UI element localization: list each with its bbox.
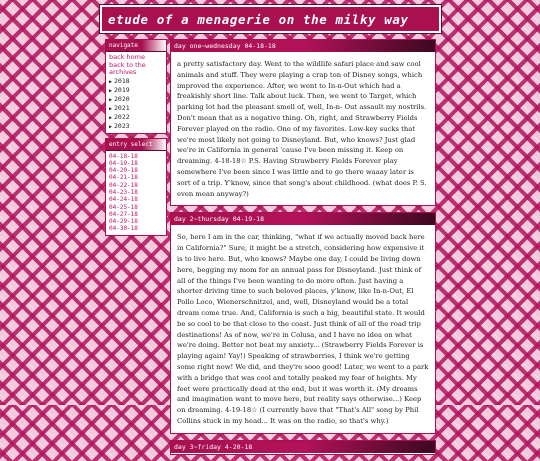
back-to-archives-link[interactable]: back to the archives xyxy=(109,60,146,76)
sidebar xyxy=(105,39,167,240)
triangle-right-icon: ▶ xyxy=(109,78,113,85)
page-container xyxy=(100,5,441,451)
entry-link[interactable]: 04-18-18 xyxy=(109,152,138,160)
triangle-right-icon: ▶ xyxy=(109,105,113,112)
year-label: 2019 xyxy=(114,85,130,94)
post-day-two xyxy=(170,212,436,433)
post-day-three xyxy=(170,440,436,455)
year-label: 2020 xyxy=(114,94,130,103)
entry-link[interactable]: 04-22-18 xyxy=(109,181,138,189)
entry-link[interactable]: 04-19-18 xyxy=(109,159,138,167)
navigate-body xyxy=(106,52,166,133)
site-header xyxy=(100,5,441,33)
main-content xyxy=(170,39,436,461)
entry-select-heading: entry select xyxy=(106,139,166,151)
entry-link[interactable]: 04-23-18 xyxy=(109,188,138,196)
year-toggle-2019[interactable] xyxy=(109,86,163,95)
entry-link[interactable]: 04-30-18 xyxy=(109,225,138,233)
entry-link[interactable]: 04-24-18 xyxy=(109,196,138,204)
navigate-box xyxy=(105,39,167,134)
entry-link[interactable]: 04-21-18 xyxy=(109,174,138,182)
back-home-link[interactable]: back home xyxy=(109,53,145,61)
year-label: 2021 xyxy=(114,103,130,112)
entry-select-body xyxy=(106,151,166,235)
post-header: day 2~thursday 04-19-18 xyxy=(171,213,435,226)
year-toggle-2021[interactable] xyxy=(109,104,163,113)
entry-link[interactable]: 04-20-18 xyxy=(109,167,138,175)
triangle-right-icon: ▶ xyxy=(109,87,113,94)
entry-link[interactable]: 04-25-18 xyxy=(109,203,138,211)
navigate-heading: navigate xyxy=(106,40,166,52)
year-label: 2022 xyxy=(114,112,130,121)
triangle-right-icon: ▶ xyxy=(109,96,113,103)
entry-link[interactable]: 04-29-18 xyxy=(109,218,138,226)
post-body: So, here I am in the car, thinking, "what if we actually moved back here in California?" Sure, it might be a stretch, considering how expensive it is to live here. But, who knows? Maybe one day, I could be living down here, begging my mom for an annual pass for Disneyland. Just think of all of the things I've been wanting to do more often. Just having a shorter driving time to such beloved places, y'know, like In-n-Out, El Pollo Loco, Wienerschnitzel, and, well, Disneyland would be a total dream come true. And, California is such a big, beautiful state. It would be so cool to be that close to the coast. Just think of all of the road trip destinations! As of now, we're in Colusa, and I have no idea on what we're doing. Better not beat my anxiety... (Strawberry Fields Forever is playing again! Yay!) Speaking of strawberries, I think we're getting some right now! We did, and they're sooo good! Later, we went to a park with a bridge that was cool and totally peaked my fear of heights. My feet were practically dead at the end, but it was worth it. (My dreams and imagination want to move here, but reality says otherwise...) Keep on dreaming. 4-19-18☆ (I currently have that "That's All" song by Phil Collins stuck in my head... It was on the radio, so that's why.) xyxy=(177,233,429,425)
year-toggle-2020[interactable] xyxy=(109,95,163,104)
post-header: day 3~friday 4-20-18 xyxy=(171,441,435,454)
post-header: day one~wednesday 04-18-18 xyxy=(171,40,435,53)
post-body: a pretty satisfactory day. Went to the wildlife safari place and saw cool animals and stuff. They were playing a crap ton of Disney songs, which improved the experience. After, we went to In-n-Out which had a freakishly short line. Talk about luck. Then, we went to Target, which parking lot had the pleasant smell of, well, In-n- Out assault my nostrils. Don't mean that as a negative thing. Oh, right, and Strawberry Fields Forever played on the radio. One of my favorites. Low-key sucks that we're most likely not going to Disneyland. But, who knows? Just glad we're in California in general 'cause I've been missing it. Keep on dreaming. 4-18-18☆ P.S. Having Strawberry Fields Forever play somewhere I've been since I was little and to go there waaay later is sort of a trip. Y'know, since that song's about childhood. (what does P. S. even mean anyway?) xyxy=(177,60,427,198)
triangle-right-icon: ▶ xyxy=(109,123,113,130)
entry-link[interactable]: 04-27-18 xyxy=(109,210,138,218)
year-toggle-2018[interactable] xyxy=(109,77,163,86)
triangle-right-icon: ▶ xyxy=(109,114,113,121)
site-title: etude of a menagerie on the milky way xyxy=(108,11,409,27)
year-label: 2018 xyxy=(114,76,130,85)
entry-select-box xyxy=(105,138,167,236)
year-toggle-2023[interactable] xyxy=(109,122,163,131)
year-label: 2023 xyxy=(114,121,130,130)
post-day-one xyxy=(170,39,436,206)
year-toggle-2022[interactable] xyxy=(109,113,163,122)
